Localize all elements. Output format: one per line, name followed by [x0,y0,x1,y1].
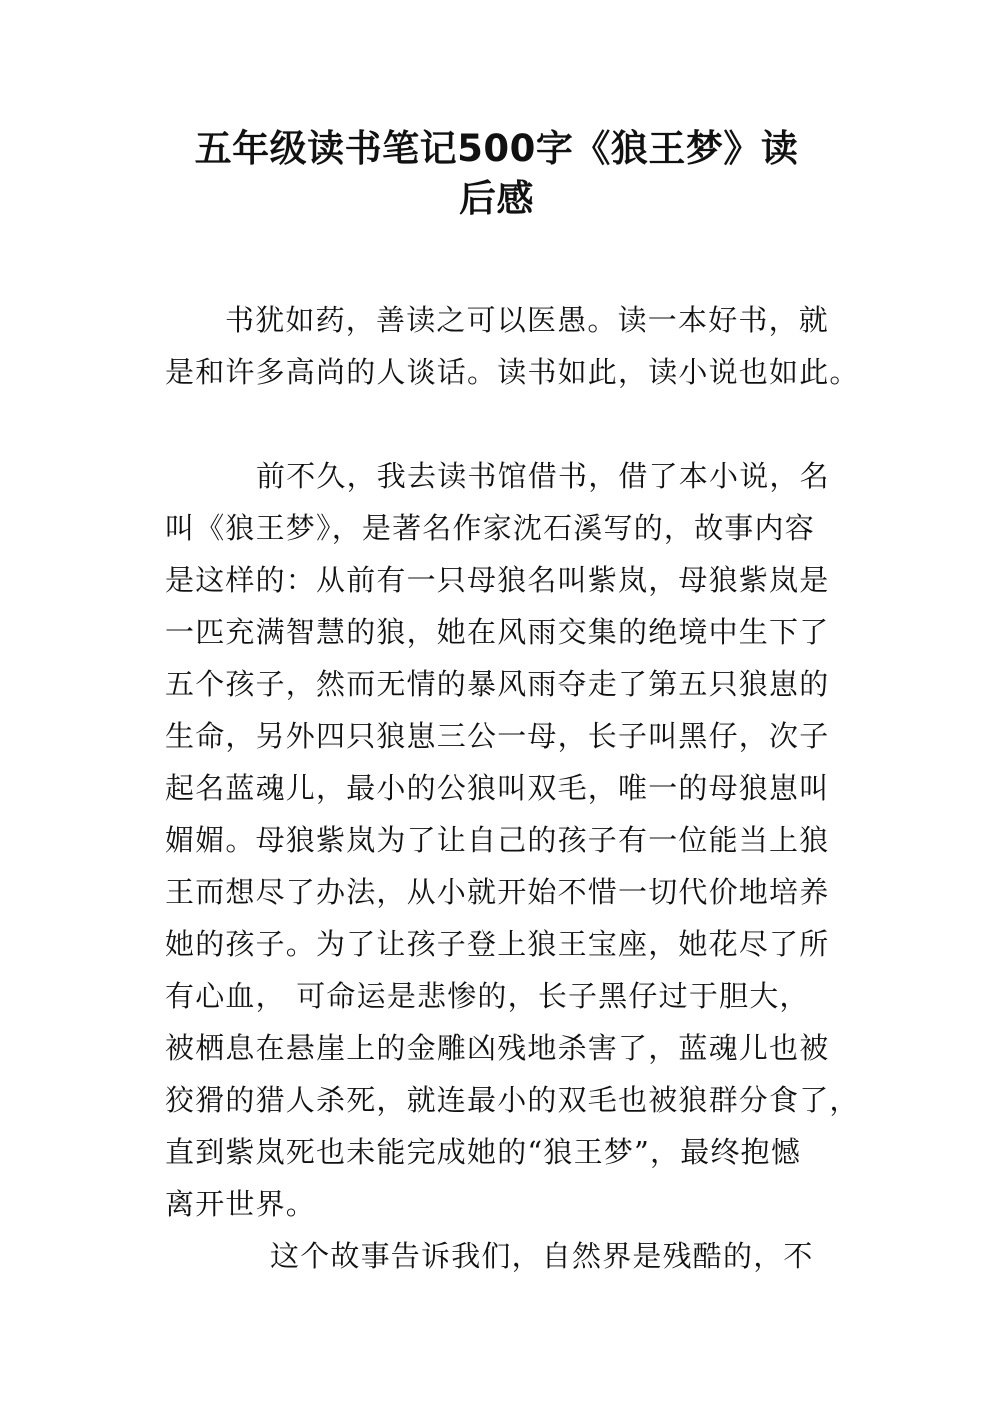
paragraph-2-line-11: 有心血， 可命运是悲惨的，长子黑仔过于胆大， [165,979,810,1013]
paragraph-2-line-5: 五个孩子，然而无情的暴风雨夺走了第五只狼崽的 [165,667,830,701]
paragraph-2-line-15: 离开世界。 [165,1187,317,1221]
document-title-line-2: 后感 [459,177,534,220]
document-title-line-1: 五年级读书笔记500字《狼王梦》读 [194,127,799,170]
paragraph-2-line-12: 被栖息在悬崖上的金雕凶残地杀害了，蓝魂儿也被 [165,1031,830,1065]
paragraph-2-line-4: 一匹充满智慧的狼，她在风雨交集的绝境中生下了 [165,615,830,649]
paragraph-2-line-14: 直到紫岚死也未能完成她的“狼王梦”，最终抱憾 [165,1135,802,1169]
paragraph-2-line-10: 她的孩子。为了让孩子登上狼王宝座，她花尽了所 [165,927,830,961]
paragraph-2-line-2: 叫《狼王梦》，是著名作家沈石溪写的，故事内容 [165,511,815,545]
paragraph-2-line-3: 是这样的：从前有一只母狼名叫紫岚，母狼紫岚是 [165,563,830,597]
paragraph-2-line-8: 媚媚。母狼紫岚为了让自己的孩子有一位能当上狼 [165,823,830,857]
paragraph-2-line-6: 生命，另外四只狼崽三公一母，长子叫黑仔，次子 [165,719,830,753]
paragraph-1-line-2: 是和许多高尚的人谈话。读书如此，读小说也如此。 [165,355,860,389]
paragraph-3-line-1: 这个故事告诉我们，自然界是残酷的，不 [270,1239,814,1273]
paragraph-1-line-1: 书犹如药，善读之可以医愚。读一本好书，就 [225,303,830,337]
paragraph-2-line-9: 王而想尽了办法，从小就开始不惜一切代价地培养 [165,875,830,909]
paragraph-2-line-1: 前不久，我去读书馆借书，借了本小说，名 [256,459,830,493]
paragraph-2-line-7: 起名蓝魂儿，最小的公狼叫双毛，唯一的母狼崽叫 [165,771,830,805]
paragraph-2-line-13: 狡猾的猎人杀死，就连最小的双毛也被狼群分食了， [165,1083,860,1117]
